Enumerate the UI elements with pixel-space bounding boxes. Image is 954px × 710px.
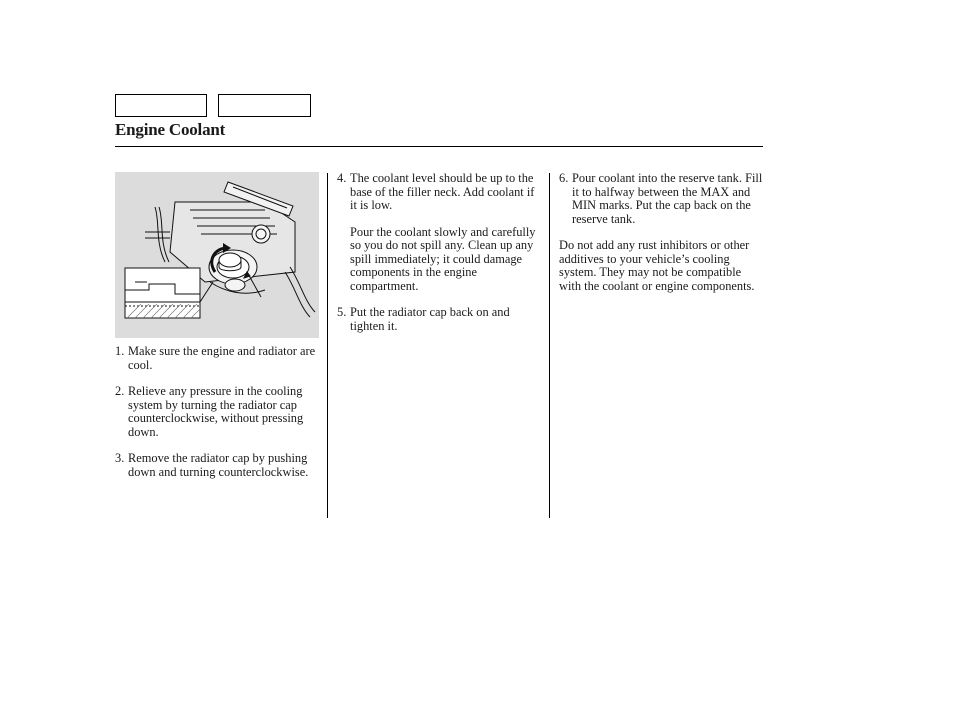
radiator-cap-illustration xyxy=(115,172,319,338)
step-6-number: 6. xyxy=(559,171,569,185)
step-2-text: Relieve any pressure in the cooling system by turning the radiator cap counterclockwise, without pressing down. xyxy=(128,384,304,439)
step-3-text: Remove the radiator cap by pushing down and turning counterclockwise. xyxy=(128,451,309,479)
step-5 xyxy=(337,306,542,333)
step-5-text: Put the radiator cap back on and tighten it. xyxy=(350,305,510,333)
step-6 xyxy=(559,172,764,226)
step-3 xyxy=(115,452,325,479)
index-button[interactable] xyxy=(218,94,311,117)
column-divider-2 xyxy=(549,173,550,518)
step-6-text: Pour coolant into the reserve tank. Fill it to halfway between the MAX and MIN marks. Put the cap back on the reserve tank. xyxy=(572,171,763,226)
column-2 xyxy=(337,172,542,333)
step-4-note-text: Pour the coolant slowly and carefully so you do not spill any. Clean up any spill immediately; it could damage components in the engine compartment. xyxy=(350,224,536,293)
step-1-number: 1. xyxy=(115,344,125,358)
column-3 xyxy=(559,172,764,293)
column-divider-1 xyxy=(327,173,328,518)
step-4-text: The coolant level should be up to the base of the filler neck. Add coolant if it is low. xyxy=(350,171,535,212)
step-4 xyxy=(337,172,542,213)
step-5-number: 5. xyxy=(337,305,347,319)
additive-warning: Do not add any rust inhibitors or other additives to your vehicle’s cooling system. They may not be compatible with the coolant or engine components. xyxy=(559,238,755,293)
step-4-note xyxy=(337,226,542,294)
step-2-number: 2. xyxy=(115,384,125,398)
step-2 xyxy=(115,385,325,439)
step-4-number: 4. xyxy=(337,171,347,185)
main-menu-button[interactable] xyxy=(115,94,207,117)
step-1-text: Make sure the engine and radiator are cool. xyxy=(128,344,316,372)
step-1 xyxy=(115,345,325,372)
step-3-number: 3. xyxy=(115,451,125,465)
page-title: Engine Coolant xyxy=(115,120,226,139)
title-divider xyxy=(115,146,763,147)
column-1 xyxy=(115,345,325,479)
